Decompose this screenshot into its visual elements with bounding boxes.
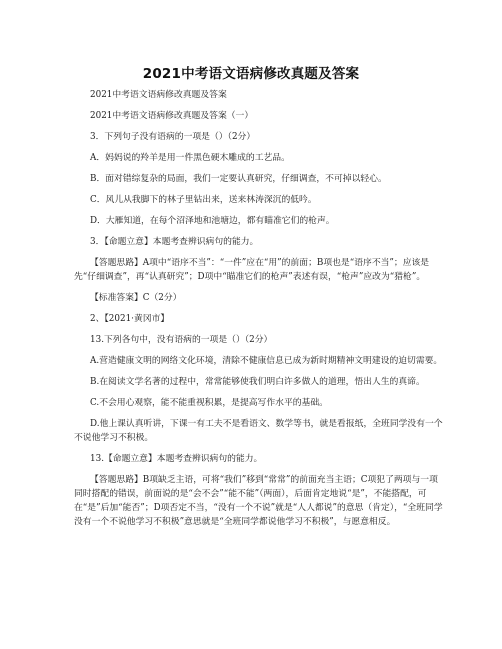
paragraph: A.营造健康文明的网络文化环境，清除不健康信息已成为新时期精神文明建设的迫切需要。: [90, 356, 443, 366]
paragraph: 【答题思路】B项缺乏主语，可将“我们”移到“常常”的前面充当主语；C项犯了两项与一项同时搭配的错误，前面说的是“会不会”“能不能”（两面），后面肯定地说“是”，不能搭配，可在“是”后加“能否”；D项否定不当，“没有一个不说”就是“人人都说”的意思（肯定），“全班同学没有一个不说他学习不积极”意思就是“全班同学都说他学习不积极”，与愿意相反。: [74, 475, 443, 527]
paragraph: 13.【命题立意】本题考查辨识病句的能力。: [90, 454, 263, 464]
paragraph: 13.下列各句中，没有语病的一项是（）（2分）: [90, 335, 273, 345]
paragraph: 【标准答案】C（2分）: [90, 293, 182, 303]
paragraph: 【答题思路】A项中“语序不当”：“一件”应在“用”的前面；B项也是“语序不当”；应该是先“仔细调查”，再“认真研究”；D项中“瞄准它们的枪声”表述有误，“枪声”应改为“猎枪”。: [74, 258, 430, 282]
paragraph: A．妈妈说的羚羊是用一件黑色硬木雕成的工艺品。: [90, 153, 290, 163]
document-title: 2021中考语文语病修改真题及答案: [142, 66, 360, 82]
paragraph: B．面对错综复杂的局面，我们一定要认真研究，仔细调查，不可掉以轻心。: [90, 174, 387, 184]
paragraph: 2021中考语文语病修改真题及答案（一）: [90, 111, 254, 121]
paragraph: C．风儿从我脚下的林子里钻出来，送来林涛深沉的低吟。: [90, 195, 317, 205]
paragraph: B.在阅读文学名著的过程中，常常能够使我们明白许多做人的道理，悟出人生的真谛。: [90, 377, 425, 387]
paragraph: D．大雁知道，在每个沼泽地和池塘边，都有瞄准它们的枪声。: [90, 216, 335, 226]
paragraph: 3．下列句子没有语病的一项是（）（2分）: [90, 132, 256, 142]
paragraph: 2021中考语文语病修改真题及答案: [90, 90, 227, 100]
paragraph: 2、【2021·黄冈市】: [90, 314, 170, 324]
paragraph: C.不会用心观察，能不能重视积累，是提高写作水平的基础。: [90, 398, 328, 408]
document-body: [74, 88, 444, 535]
paragraph: 3．【命题立意】本题考查辨识病句的能力。: [90, 237, 259, 247]
paragraph: D.他上课认真听讲，下课一有工夫不是看语文、数学等书，就是看报纸，全班同学没有一个不说他学习不积极。: [74, 419, 443, 443]
